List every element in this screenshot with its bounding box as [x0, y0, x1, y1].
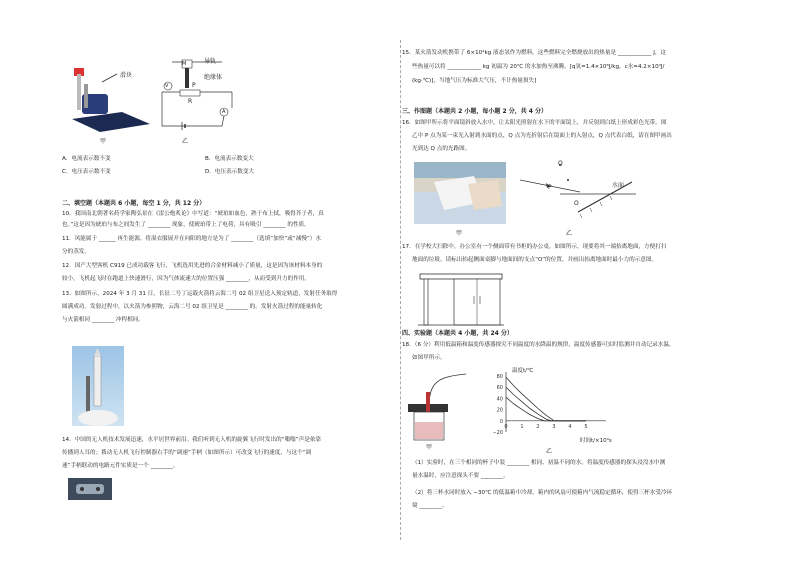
- refraction-svg: [520, 160, 640, 220]
- q15-line3: (kg·℃)]，当地气压为标准大气压，不计热量损失]: [412, 78, 537, 84]
- q16-line3: 光到达 Q 点的光路图。: [412, 146, 471, 152]
- q18-2-line2: 境 ________。: [412, 503, 448, 509]
- q18-2-line1: （2）将三杯水同时放入 −30℃ 的低温箱中冷却，箱内的风扇可使箱内气流稳定循环，使得三杯水受冷环: [412, 490, 673, 496]
- slider-label: 滑块: [120, 72, 133, 79]
- q12-line1: 12．国产大型客机 C919 已成功载客飞行，飞机选用先进的合金材料减小了质量，这是因为该材料本身的: [62, 263, 323, 269]
- q13-line2: 圆满成功。发射过程中，以火箭为参照物，云海二号 02 组卫星是 ________ 的。发射火箭过程的能量转化: [62, 304, 323, 310]
- q11-line2: 分的蒸发。: [62, 249, 90, 255]
- q13-line3: 与火箭相同 ________ 冲程相同。: [62, 317, 144, 323]
- series-line-2: [506, 387, 586, 421]
- figure-label-jia: 甲: [100, 138, 107, 145]
- figure-label-yi: 乙: [182, 138, 189, 145]
- refraction-diagram: [520, 160, 640, 220]
- q18-1-line2: 量水温时，应注意探头不要 ________。: [412, 473, 509, 479]
- q17-line1: 17．在学校大扫除中，办公室有一个侧面带有书柜的办公桌，如图所示。现要将其一端抬离地面，方便打扫: [402, 244, 667, 250]
- q12-line2: 较小。飞机起飞时在跑道上快速滑行，因为气体流速大的位置压强 ________，从而受到升力的作用。: [62, 276, 310, 282]
- option-d: D．电压表示数变大: [205, 169, 255, 175]
- y-tick-label: 0: [499, 418, 503, 425]
- label-A: A: [222, 109, 226, 115]
- circuit-diagram: [152, 56, 252, 146]
- q16-line2: 乙中 P 点为某一束光入射到水面的点，Q 点为光折射后在镜面上的入射点，Q 点代表白纸，请在图甲画出: [412, 133, 672, 139]
- column-divider: [400, 40, 401, 540]
- apparatus-figure: [404, 366, 470, 451]
- option-a: A．电流表示数不变: [62, 156, 111, 162]
- section-3-heading: 三、作图题（本题共 2 小题，每小题 2 分，共 4 分）: [402, 108, 548, 115]
- water-surface-label: 水面: [612, 182, 625, 189]
- mirror-experiment-photo: [414, 162, 506, 224]
- option-c: C．电压表示数不变: [62, 169, 111, 175]
- desk-figure: [418, 268, 504, 328]
- rheostat-photo: [62, 64, 152, 134]
- x-tick-label: 4: [568, 423, 572, 430]
- q18-figure-yi-label: 乙: [546, 448, 553, 455]
- chart-xlabel: 时间t/×10³s: [580, 438, 612, 444]
- q18-line2: 如图甲所示。: [412, 355, 446, 361]
- q16-figure-yi-label: 乙: [566, 230, 573, 237]
- rocket-launch-photo: [72, 346, 124, 426]
- option-b: B．电流表示数变大: [205, 156, 254, 162]
- y-tick-label: 20: [496, 407, 503, 414]
- q14-line2: 传播到人耳的；拨动无人机飞行控制器右手的“调速”手柄（如图所示）可改变飞行的速度，与这个“调: [62, 450, 312, 456]
- rheostat-figure-jia: [62, 64, 152, 145]
- q18-1-line1: （1）实验时，在三个相同的杯子中装 ________ 相同、初温不同的水。将温度传感器的探头浸没水中测: [412, 460, 666, 466]
- x-tick-label: 1: [520, 423, 524, 430]
- q17-line2: 地面的垃圾。请标出抬起侧面桌脚与地面间的支点“O”的位置，并画出抬离地面时最小力的示意图。: [412, 257, 658, 263]
- x-tick-label: 0: [504, 423, 508, 430]
- label-P2: P: [548, 184, 552, 191]
- section-2-heading: 二、填空题（本题共 6 小题，每空 1 分，共 12 分）: [62, 200, 206, 207]
- desk-drawing: [418, 268, 504, 328]
- q15-line1: 15．某火箭发动机携带了 6×10⁴kg 液态氢作为燃料，这些燃料完全燃烧放出的热量是 ____________ J，这: [402, 50, 667, 56]
- label-O: O: [574, 200, 579, 207]
- y-tick-label: 80: [496, 374, 503, 380]
- drone-controller-photo: [68, 478, 112, 500]
- y-tick-label: 60: [496, 385, 503, 392]
- q16-line1: 16．如图甲所示将平面镜斜放入水中，让太阳光照射在水下的平面镜上，并反射到白纸上形成彩色光带。图: [402, 120, 667, 126]
- series-line-3: [506, 397, 586, 421]
- q10-line1: 10．我国南北朝著名药学家陶弘景在《雷公炮炙论》中写道：“琥珀如血色，熟于布上拭，吸得芥子者，真: [62, 211, 324, 217]
- x-tick-label: 5: [584, 423, 588, 430]
- insulator-label: 绝缘体: [204, 74, 223, 81]
- label-R: R: [188, 98, 193, 105]
- q18-figure-jia-label: 甲: [426, 444, 433, 451]
- q10-line2: 也。”这是因为琥珀与布之间发生了 ________ 现象，使琥珀带上了电荷，具有吸引 ________ 的性质。: [62, 222, 310, 228]
- q11-line1: 11．风能属于 ______ 再生能源。将湿衣服展开在向阳的地方是为了 ________（选填“加快”或“减慢”）水: [62, 236, 321, 242]
- x-tick-label: 3: [552, 423, 556, 430]
- q13-line1: 13．如图所示，2024 年 3 月 31 日，长征二号丁运载火箭将云海二号 02 组卫星送入预定轨道，发射任务取得: [62, 291, 338, 297]
- y-tick-label: 40: [496, 396, 503, 403]
- q14-line3: 速”手柄联动的电路元件实质是一个 ________。: [62, 463, 179, 469]
- cooling-chart: [476, 366, 636, 455]
- x-tick-label: 2: [536, 423, 540, 430]
- rail-label: 导轨: [204, 58, 217, 65]
- y-tick-label: −20: [492, 430, 503, 436]
- label-V: V: [165, 83, 169, 89]
- section-4-heading: 四、实验题（本题共 4 小题，共 24 分）: [402, 330, 513, 337]
- series-line-1: [506, 377, 586, 421]
- beaker-sensor-drawing: [404, 366, 470, 446]
- q14-line1: 14．中国的无人机技术发展迅速，水平居世界前沿。我们听到无人机的旋翼飞行时发出的“嗡嗡”声是依靠: [62, 437, 322, 443]
- label-Q: Q: [558, 160, 563, 167]
- q15-line2: 些热量可以将 ____________ kg 初温为 20℃ 的水加热至沸腾。[q氢=1.4×10⁸J/kg，c水=4.2×10³J/: [412, 64, 665, 70]
- label-P: P: [192, 82, 196, 89]
- rocket-icon: [72, 346, 124, 426]
- controller-icon: [68, 478, 112, 500]
- q16-figure-jia-label: 甲: [456, 230, 463, 237]
- circuit-figure-yi: [152, 56, 252, 146]
- cooling-chart-svg: [476, 366, 636, 452]
- label-M: M: [182, 61, 187, 67]
- experiment-illustration: [414, 162, 506, 224]
- q18-line1: 18．（6 分）利用低温箱和温度传感器探究不同温度的水降温的规律，温度传感器可实时监测并自动记录水温，: [402, 342, 675, 348]
- chart-ylabel: 温度t/℃: [512, 368, 534, 374]
